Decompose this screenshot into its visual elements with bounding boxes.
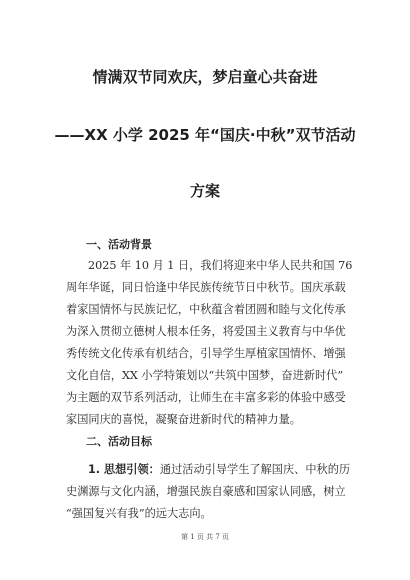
paragraph-line: 2025 年 10 月 1 日，我们将迎来中华人民共和国 76	[88, 259, 353, 272]
section-heading-goals: 二、活动目标	[86, 435, 152, 448]
paragraph-line: 史渊源与文化内涵，增强民族自豪感和国家认同感，树立	[66, 485, 346, 498]
paragraph-line: 为深入贯彻立德树人根本任务，将爱国主义教育与中华优	[66, 325, 346, 338]
section-heading-background: 一、活动背景	[86, 238, 152, 251]
page-footer: 第 1 页 共 7 页	[180, 533, 230, 541]
paragraph-line: 着家国情怀与民族记忆，中秋蕴含着团圆和睦与文化传承	[66, 303, 346, 316]
document-title-line-3: 方案	[189, 182, 220, 200]
goal-item-first-line	[66, 459, 366, 481]
background-paragraph	[66, 255, 366, 431]
paragraph-line: 为主题的双节系列活动，让师生在丰富多彩的体验中感受	[66, 391, 346, 404]
paragraph-line: 家国同庆的喜悦，凝聚奋进新时代的精神力量。	[66, 413, 301, 426]
paragraph-line: “强国复兴有我”的远大志向。	[66, 507, 212, 520]
document-title-line-2: ——XX 小学 2025 年“国庆·中秋”双节活动	[54, 126, 356, 144]
paragraph-line: 周年华诞，同日恰逢中华民族传统节日中秋节。国庆承载	[66, 281, 346, 294]
paragraph-line: 文化自信，XX 小学特策划以“共筑中国梦，奋进新时代”	[66, 369, 344, 382]
goal-item-label: 1. 思想引领：	[88, 463, 160, 476]
goal-item-text: 通过活动引导学生了解国庆、中秋的历	[159, 463, 351, 476]
goals-paragraph	[66, 459, 366, 525]
paragraph-line: 秀传统文化传承有机结合，引导学生厚植家国情怀、增强	[66, 347, 346, 360]
document-title-line-1: 情满双节同欢庆，梦启童心共奋进	[92, 68, 318, 86]
